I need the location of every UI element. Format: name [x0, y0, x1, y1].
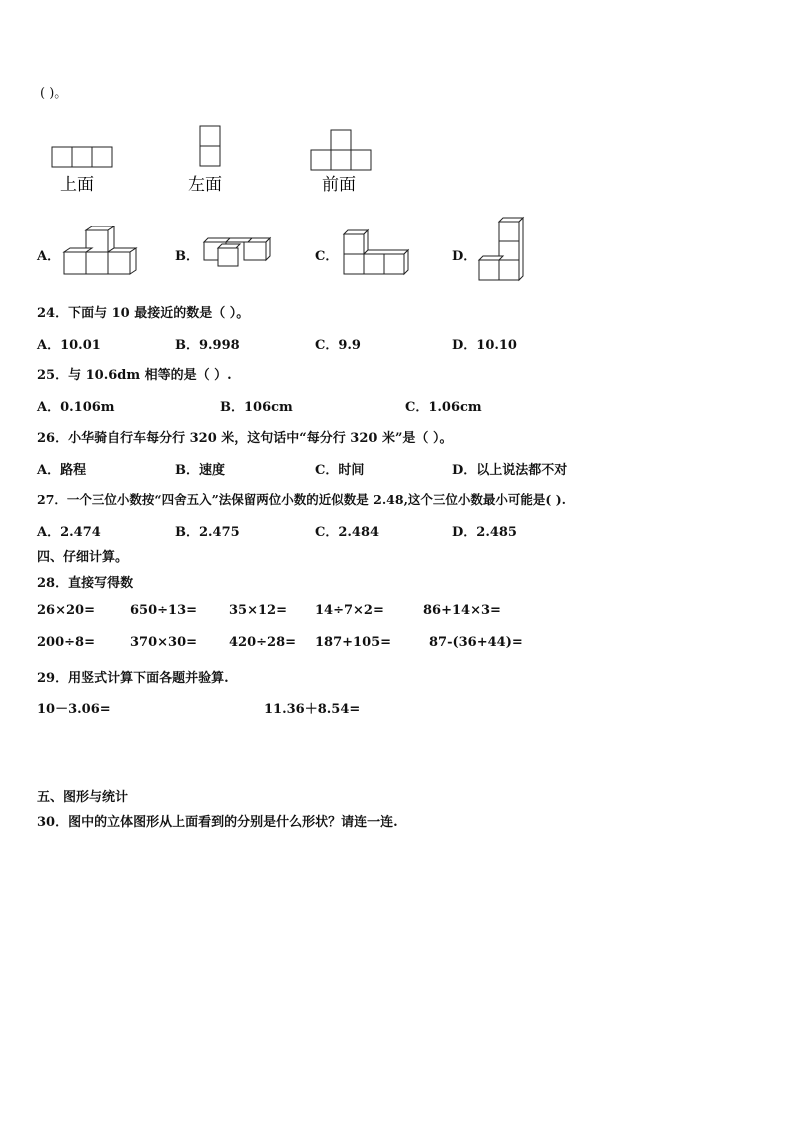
q27-option-b[interactable]: B．2.475: [175, 525, 240, 540]
option-b-figure: [200, 234, 275, 268]
q27-option-d[interactable]: D．2.485: [452, 525, 517, 540]
left-view-label: 左面: [188, 175, 222, 195]
q28-r1-item-1: 26×20=: [37, 603, 95, 618]
q24-option-c[interactable]: C．9.9: [315, 338, 361, 353]
option-d-figure: [477, 214, 529, 284]
question-26-stem: 26．小华骑自行车每分行 320 米，这句话中“每分行 320 米”是（ ）。: [37, 431, 453, 446]
q25-option-b[interactable]: B．106cm: [220, 400, 293, 415]
left-view-shape: [200, 126, 220, 166]
q26-option-c[interactable]: C．时间: [315, 463, 365, 478]
q28-r2-item-1: 200÷8=: [37, 635, 95, 650]
q28-r2-item-3: 420÷28=: [229, 635, 297, 650]
question-29-stem: 29．用竖式计算下面各题并验算.: [37, 671, 229, 686]
question-28-stem: 28．直接写得数: [37, 576, 134, 591]
q27-option-a[interactable]: A．2.474: [37, 525, 101, 540]
option-c-figure: [340, 228, 412, 278]
q29-item-2: 11.36＋8.54=: [264, 702, 361, 717]
q25-option-a[interactable]: A．0.106m: [37, 400, 115, 415]
q24-option-d[interactable]: D．10.10: [452, 338, 517, 353]
section-5-heading: 五、图形与统计: [37, 790, 129, 805]
question-27-stem: 27．一个三位小数按“四舍五入”法保留两位小数的近似数是 2.48,这个三位小数最小可能是( ).: [37, 492, 566, 507]
q28-r2-item-4: 187+105=: [315, 635, 392, 650]
q28-r1-item-2: 650÷13=: [130, 603, 198, 618]
q24-option-a[interactable]: A．10.01: [37, 338, 101, 353]
q23-option-c[interactable]: C．: [315, 249, 339, 264]
q26-option-b[interactable]: B．速度: [175, 463, 225, 478]
front-view-label: 前面: [322, 175, 356, 195]
question-30-stem: 30．图中的立体图形从上面看到的分别是什么形状？请连一连.: [37, 815, 398, 830]
q27-option-c[interactable]: C．2.484: [315, 525, 380, 540]
q28-r1-item-3: 35×12=: [229, 603, 287, 618]
q29-item-1: 10－3.06=: [37, 702, 111, 717]
q23-option-a[interactable]: A．: [37, 249, 61, 264]
question-23-stem-tail: ( )。: [40, 86, 68, 101]
q26-option-a[interactable]: A．路程: [37, 463, 87, 478]
option-a-figure: [60, 226, 140, 278]
q26-option-d[interactable]: D．以上说法都不对: [452, 463, 568, 478]
front-view-shape: [311, 130, 371, 170]
q24-option-b[interactable]: B．9.998: [175, 338, 240, 353]
q28-r2-item-2: 370×30=: [130, 635, 198, 650]
section-4-heading: 四、仔细计算。: [37, 550, 129, 565]
q28-r2-item-5: 87-(36+44)=: [429, 635, 523, 650]
q25-option-c[interactable]: C．1.06cm: [405, 400, 482, 415]
q28-r1-item-5: 86+14×3=: [423, 603, 501, 618]
view-diagrams: [40, 120, 400, 200]
top-view-shape: [52, 147, 112, 167]
q23-option-d[interactable]: D．: [452, 249, 477, 264]
q28-r1-item-4: 14÷7×2=: [315, 603, 384, 618]
question-25-stem: 25．与 10.6dm 相等的是（ ）.: [37, 368, 232, 383]
q23-option-b[interactable]: B．: [175, 249, 199, 264]
question-24-stem: 24．下面与 10 最接近的数是（ ）。: [37, 306, 250, 321]
top-view-label: 上面: [60, 175, 94, 195]
